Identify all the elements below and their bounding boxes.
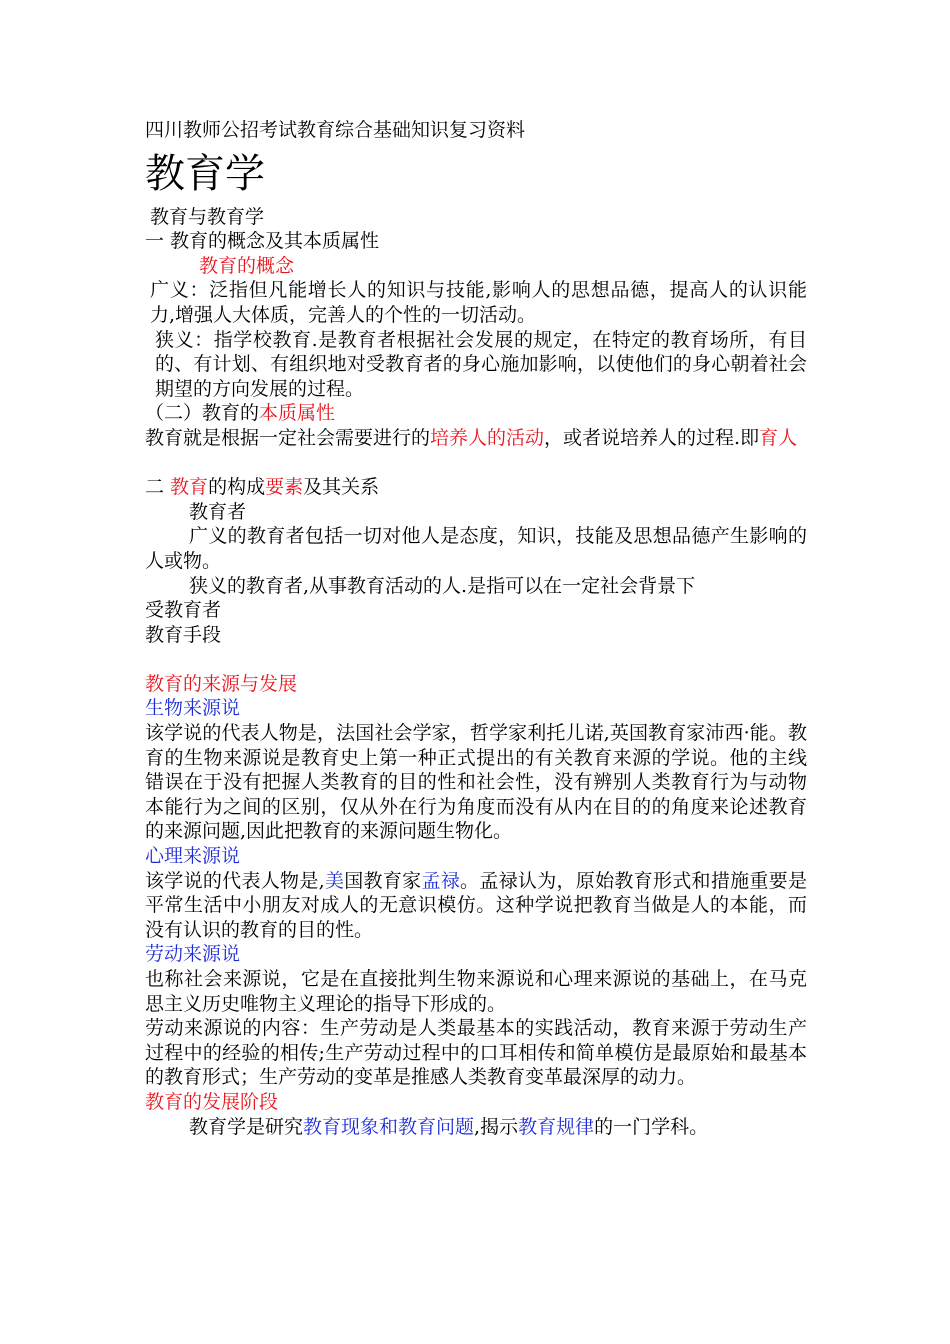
heading-3-3: 劳动来源说 xyxy=(145,943,241,966)
heading-jiaoyu: 教育与教育学 xyxy=(150,205,265,228)
text-run: ,揭示 xyxy=(474,1115,519,1138)
paragraph-xinli xyxy=(145,869,807,943)
spacer xyxy=(145,451,807,476)
text-run: ，或者说培养人的过程.即 xyxy=(544,426,760,449)
document-pretitle: 四川教师公招考试教育综合基础知识复习资料 xyxy=(145,119,526,141)
heading-2 xyxy=(145,475,807,500)
paragraph-laodong-1: 也称社会来源说，它是在直接批判生物来源说和心理来源说的基础上，在马克思主义历史唯物主义理论的指导下形成的。 xyxy=(145,968,807,1015)
paragraph-guangyi: 广义：泛指但凡能增长人的知识与技能,影响人的思想品德，提高人的认识能力,增强人大体质，完善人的个性的一切活动。 xyxy=(150,279,807,326)
text-run: 教育就是根据一定社会需要进行的 xyxy=(145,426,431,449)
text-run-blue: 美 xyxy=(324,869,345,892)
text-run-blue: 教育现象和教育问题 xyxy=(303,1115,475,1138)
text-run: 该学说的代表人物是, xyxy=(145,869,325,892)
text-run: 。孟禄认为，原始教育形式和措施重要是平常生活中小朋友对成人的无意识模仿。这种学说把教育当做是人的本能，而没有认识的教育的目的性。 xyxy=(145,869,807,941)
paragraph-last xyxy=(145,1115,807,1140)
heading-1-2-red: 本质属性 xyxy=(259,402,336,425)
text-run: 二 xyxy=(145,476,171,499)
text-run: 的构成 xyxy=(208,476,266,499)
heading-1-2 xyxy=(145,401,807,426)
heading-3-1: 生物来源说 xyxy=(145,697,241,720)
text-run-red: 培养人的活动 xyxy=(430,426,545,449)
heading-1: 一 教育的概念及其本质属性 xyxy=(145,230,380,253)
heading-1-2-prefix: （二）教育的 xyxy=(145,402,260,425)
text-run: 教育学是研究 xyxy=(189,1115,304,1138)
text-run-blue: 教育规律 xyxy=(518,1115,595,1138)
document-page xyxy=(145,118,807,1139)
paragraph-xiayi: 狭义：指学校教育.是教育者根据社会发展的规定，在特定的教育场所，有目的、有计划、有组织地对受教育者的身心施加影响，以使他们的身心朝着社会期望的方向发展的过程。 xyxy=(155,328,807,400)
text-run-blue: 孟禄 xyxy=(421,869,461,892)
text-run-red: 要素 xyxy=(265,476,304,499)
text-run: 的一门学科。 xyxy=(594,1115,709,1138)
document-title: 教育学 xyxy=(145,150,265,197)
text-run-red: 育人 xyxy=(759,426,798,449)
subheading-shouduan: 教育手段 xyxy=(145,623,222,646)
paragraph-shengwu: 该学说的代表人物是，法国社会学家，哲学家利托儿诺,英国教育家沛西·能。教育的生物来源说是教育史上第一种正式提出的有关教育来源的学说。他的主线错误在于没有把握人类教育的目的性和社会性，没有辨别人类教育行为与动物本能行为之间的区别，仅从外在行为角度而没有从内在目的的角度来论述教育的来源问题,因此把教育的来源问题生物化。 xyxy=(145,722,807,843)
heading-3-2: 心理来源说 xyxy=(145,845,241,868)
paragraph-guangyi-jiaoyuzhe: 广义的教育者包括一切对他人是态度，知识，技能及思想品德产生影响的人或物。 xyxy=(145,525,807,572)
paragraph-benzhi xyxy=(145,426,807,451)
text-run: 国教育家 xyxy=(344,869,422,892)
subheading-jiaoyuzhe: 教育者 xyxy=(189,500,247,523)
heading-3-4: 教育的发展阶段 xyxy=(145,1090,279,1113)
subheading-shoujiaoyuzhe: 受教育者 xyxy=(145,599,222,622)
heading-3: 教育的来源与发展 xyxy=(145,672,298,695)
text-run-red: 教育 xyxy=(170,476,209,499)
paragraph-xiayi-jiaoyuzhe: 狭义的教育者,从事教育活动的人.是指可以在一定社会背景下 xyxy=(189,574,696,597)
spacer xyxy=(145,647,807,672)
paragraph-laodong-2: 劳动来源说的内容：生产劳动是人类最基本的实践活动，教育来源于劳动生产过程中的经验的相传;生产劳动过程中的口耳相传和简单模仿是最原始和最基本的教育形式；生产劳动的变革是推感人类教育变革最深厚的动力。 xyxy=(145,1017,807,1089)
text-run: 及其关系 xyxy=(303,476,380,499)
heading-1-1: 教育的概念 xyxy=(199,254,295,277)
